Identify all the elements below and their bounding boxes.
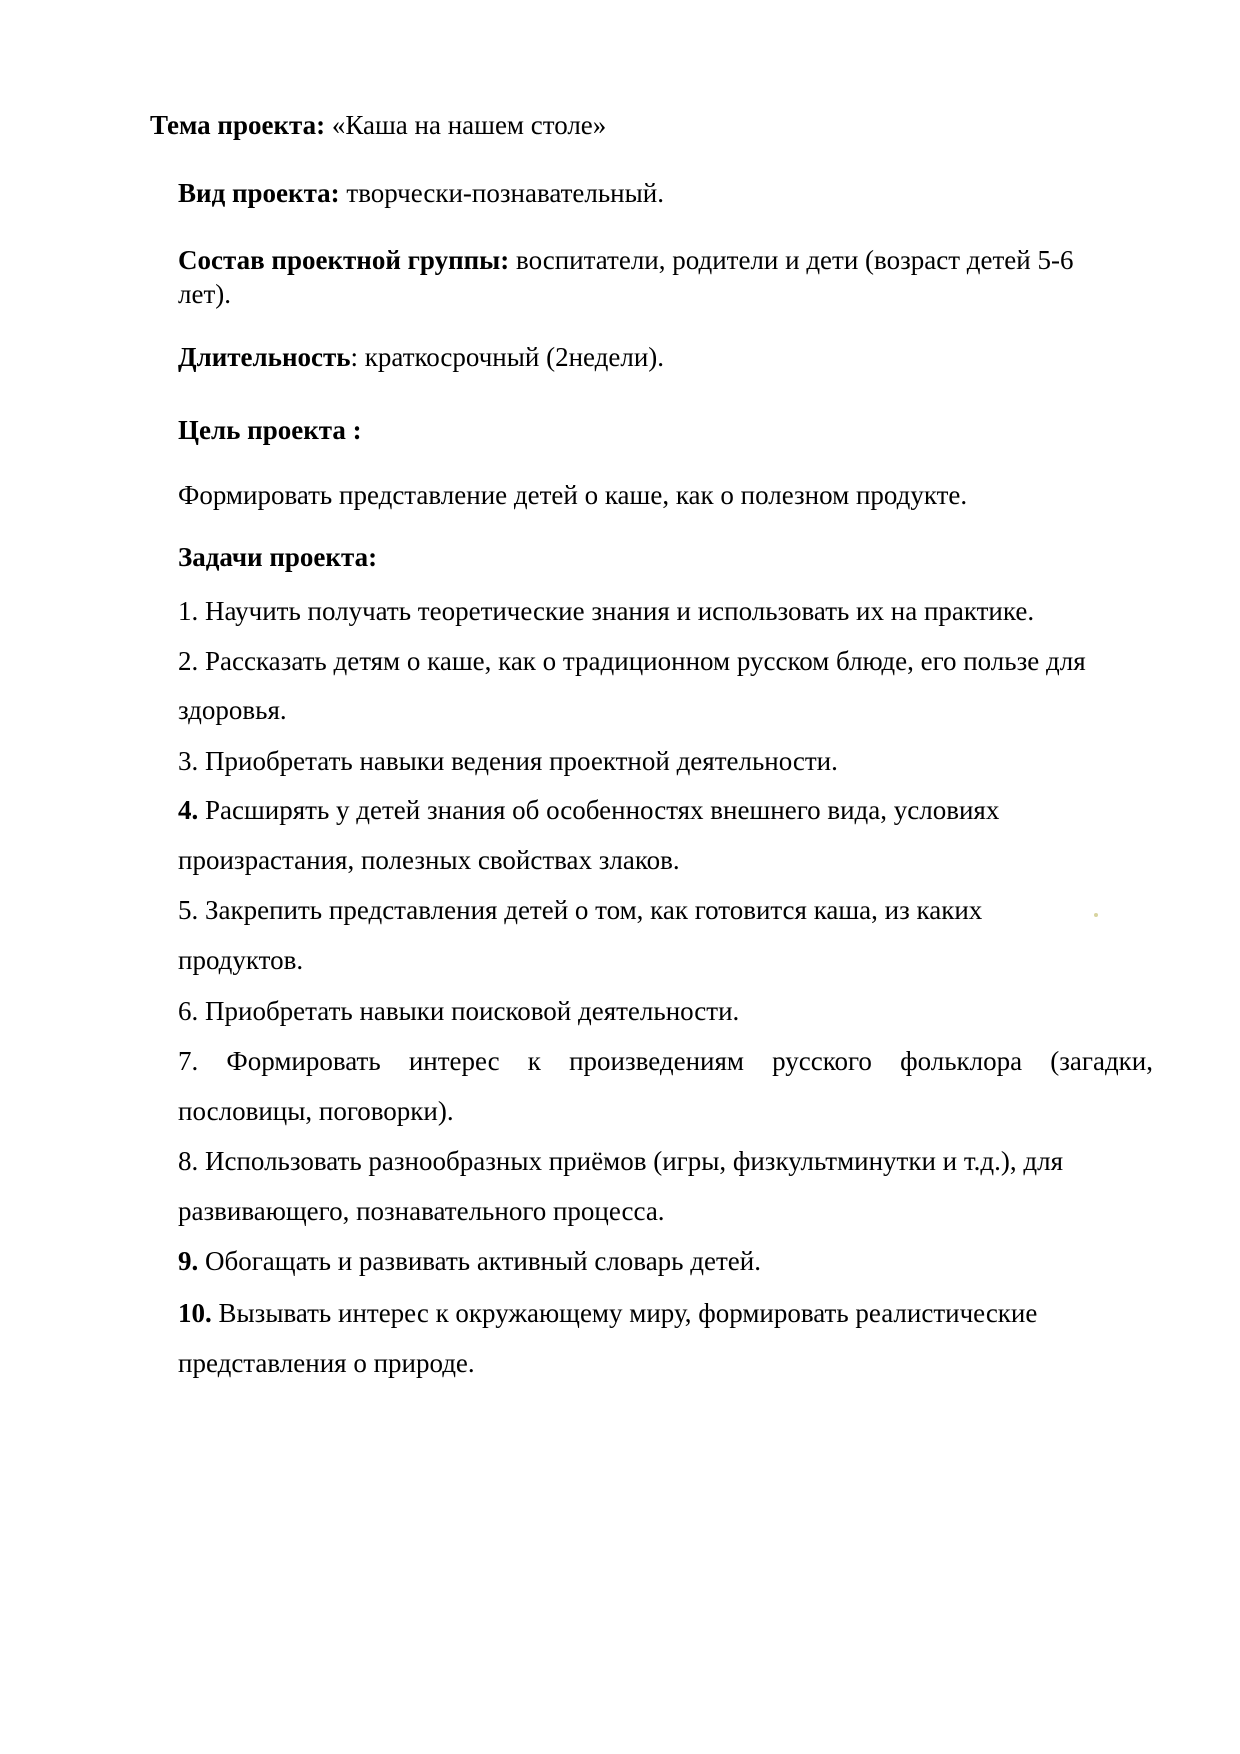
- project-group-label: Состав проектной группы:: [178, 245, 510, 275]
- task-item-8-line-2: развивающего, познавательного процесса.: [178, 1196, 665, 1226]
- task-item-4-line-1: [178, 793, 999, 827]
- project-topic-value: «Каша на нашем столе»: [331, 110, 607, 140]
- task-item-3: 3. Приобретать навыки ведения проектной деятельности.: [178, 746, 838, 776]
- task-item-7-line-1: 7. Формировать интерес к произведениям русского фольклора (загадки,: [178, 1046, 1153, 1076]
- project-duration-value: : краткосрочный (2недели).: [350, 342, 665, 372]
- project-topic-label: Тема проекта:: [150, 110, 326, 140]
- project-group-line-1: [178, 243, 1073, 277]
- project-duration-label: Длительность: [178, 342, 351, 372]
- project-topic: [150, 108, 606, 142]
- project-tasks-label: Задачи проекта:: [178, 542, 378, 572]
- project-type: [178, 176, 664, 210]
- project-type-value: творчески-познавательный.: [346, 178, 664, 208]
- task-item-4-text: Расширять у детей знания об особенностях внешнего вида, условиях: [198, 795, 1000, 825]
- task-item-1: 1. Научить получать теоретические знания и использовать их на практике.: [178, 596, 1035, 626]
- task-item-6: 6. Приобретать навыки поисковой деятельности.: [178, 996, 740, 1026]
- project-goal-text: Формировать представление детей о каше, как о полезном продукте.: [178, 480, 968, 510]
- project-group-line-2: лет).: [178, 279, 231, 309]
- task-item-4-line-2: произрастания, полезных свойствах злаков.: [178, 845, 680, 875]
- project-type-label: Вид проекта:: [178, 178, 340, 208]
- task-item-9: [178, 1244, 761, 1278]
- task-item-10-line-2: представления о природе.: [178, 1348, 475, 1378]
- task-item-5-line-2: продуктов.: [178, 945, 304, 975]
- task-item-10-line-1: [178, 1296, 1037, 1330]
- stray-dot: [1094, 913, 1098, 917]
- project-duration: [178, 340, 664, 374]
- task-item-7-line-2: пословицы, поговорки).: [178, 1096, 454, 1126]
- task-item-5-line-1: 5. Закрепить представления детей о том, как готовится каша, из каких: [178, 895, 983, 925]
- task-item-8-line-1: 8. Использовать разнообразных приёмов (игры, физкультминутки и т.д.), для: [178, 1146, 1064, 1176]
- project-goal-label: Цель проекта :: [178, 415, 362, 445]
- task-item-4-number: 4.: [178, 795, 199, 825]
- task-item-2-line-1: 2. Рассказать детям о каше, как о традиционном русском блюде, его пользе для: [178, 646, 1086, 676]
- task-item-10-number: 10.: [178, 1298, 212, 1328]
- project-group-value: воспитатели, родители и дети (возраст детей 5-6: [516, 245, 1074, 275]
- task-item-9-text: Обогащать и развивать активный словарь детей.: [198, 1246, 761, 1276]
- task-item-10-text: Вызывать интерес к окружающему миру, формировать реалистические: [211, 1298, 1038, 1328]
- task-item-2-line-2: здоровья.: [178, 695, 287, 725]
- task-item-9-number: 9.: [178, 1246, 199, 1276]
